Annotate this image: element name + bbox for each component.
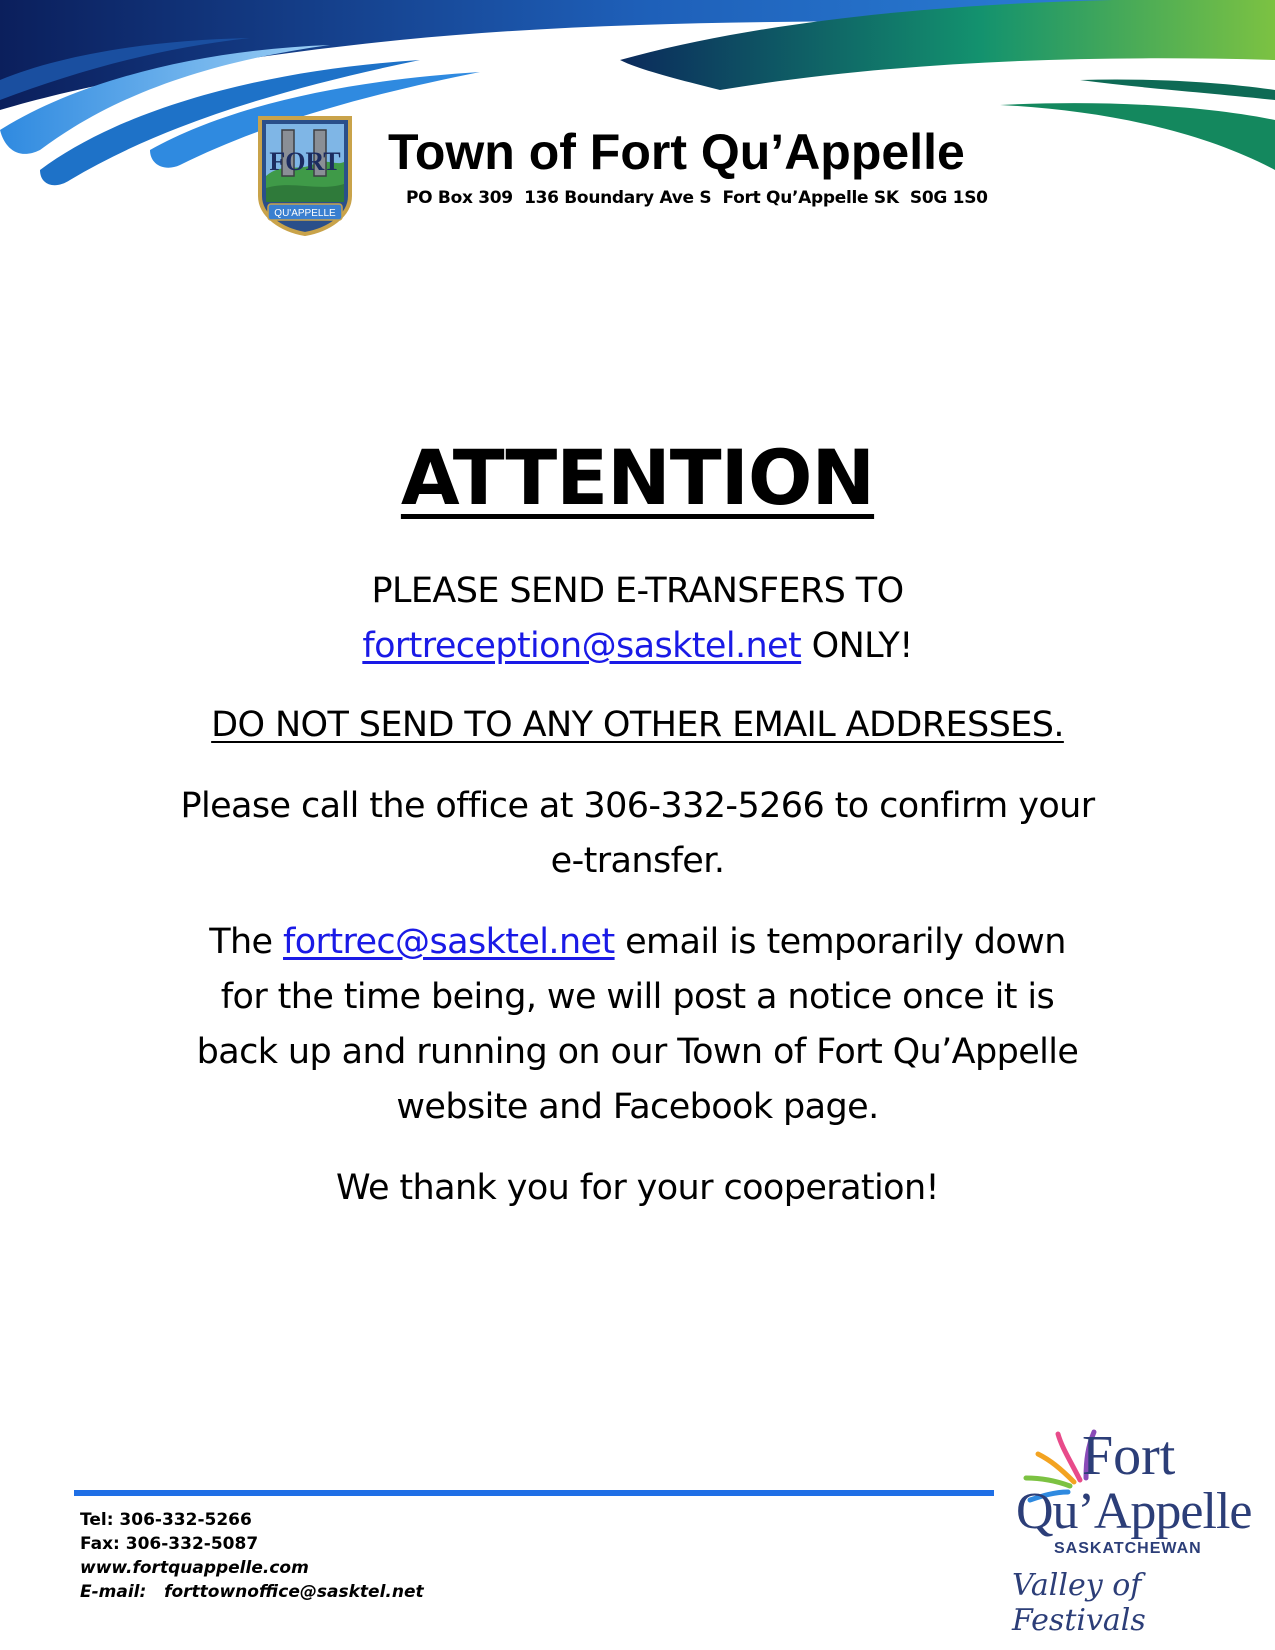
down-line3: back up and running on our Town of Fort Qu’Appelle: [196, 1032, 1079, 1072]
call-office-text: [0, 779, 1275, 889]
brand-province-text: SASKATCHEWAN: [1054, 1540, 1202, 1557]
brand-quappelle-text: Qu’Appelle: [1016, 1483, 1252, 1540]
town-title: Town of Fort Qu’Appelle: [388, 124, 965, 180]
down-line4: website and Facebook page.: [396, 1087, 879, 1127]
notice-heading: ATTENTION: [400, 433, 875, 522]
footer-email-label: E-mail:: [80, 1582, 147, 1602]
primary-email-link[interactable]: fortreception@sasktel.net: [362, 626, 802, 666]
etransfer-line1: PLEASE SEND E-TRANSFERS TO: [371, 571, 904, 611]
crest-quappelle-text: QU'APPELLE: [274, 208, 336, 219]
footer-email-row: [80, 1580, 680, 1604]
notice-body: [0, 430, 1275, 1216]
call-line2: e-transfer.: [550, 841, 725, 881]
footer-website-link[interactable]: www.fortquappelle.com: [80, 1558, 309, 1578]
warning-text: DO NOT SEND TO ANY OTHER EMAIL ADDRESSES.: [211, 705, 1064, 745]
town-address: PO Box 309 136 Boundary Ave S Fort Qu’Appelle SK S0G 1S0: [406, 188, 988, 208]
down-prefix: The: [209, 922, 284, 962]
footer-tel: Tel: 306-332-5266: [80, 1510, 252, 1530]
footer-divider: [74, 1490, 994, 1496]
brand-tagline-text: Valley of Festivals: [1012, 1568, 1146, 1638]
only-suffix: ONLY!: [801, 626, 913, 666]
email-down-text: [0, 915, 1275, 1135]
footer-contact: [80, 1508, 680, 1604]
down-email-link[interactable]: fortrec@sasktel.net: [283, 922, 615, 962]
etransfer-instruction: [0, 564, 1275, 674]
thanks-text: We thank you for your cooperation!: [336, 1168, 939, 1208]
footer-email-link[interactable]: forttownoffice@sasktel.net: [164, 1582, 424, 1602]
town-crest-logo: [252, 112, 358, 238]
crest-fort-text: FORT: [269, 147, 341, 176]
down-line2: for the time being, we will post a notice once it is: [220, 977, 1055, 1017]
brand-fort-text: Fort: [1082, 1425, 1176, 1487]
call-line1: Please call the office at 306-332-5266 to confirm your: [180, 786, 1095, 826]
down-line1-suffix: email is temporarily down: [614, 922, 1066, 962]
footer-fax: Fax: 306-332-5087: [80, 1534, 259, 1554]
